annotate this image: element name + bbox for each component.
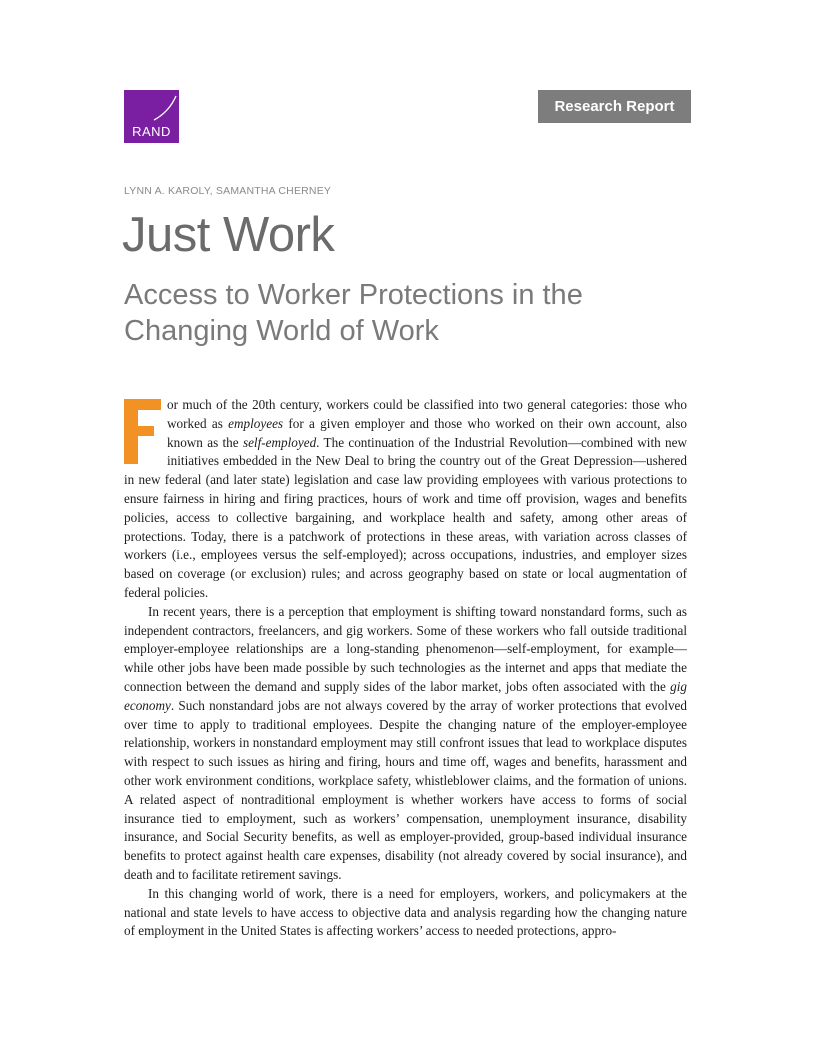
rand-logo-text: RAND: [132, 124, 171, 139]
text-segment: for a given employer and those who worked on their own account, also known as the: [167, 415, 687, 450]
page-subtitle: Access to Worker Protections in the Changing World of Work: [124, 279, 583, 347]
page-title: Just Work: [122, 208, 335, 262]
drop-cap-f-icon: [124, 399, 161, 464]
italic-term: employees: [228, 415, 284, 431]
text-segment: or much of the 20th century, workers could be classified into two general categories: those who worked as: [167, 397, 687, 431]
paragraph-2: [124, 603, 687, 885]
research-report-badge: Research Report: [538, 90, 691, 123]
text-segment: In this changing world of work, there is a need for employers, workers, and policymakers at the national and state levels to have access to objective data and analysis regarding how the changing nature of employment in the United States is affecting workers’ access to needed protections, appro-: [124, 885, 687, 939]
rand-logo: [124, 90, 179, 143]
italic-term: self-employed: [242, 434, 317, 450]
paragraph-1: [124, 396, 687, 603]
body-text: [124, 396, 687, 941]
text-segment: . The continuation of the Industrial Revolution—combined with new initiatives embedded in the New Deal to bring the country out of the Great Depression—ushered in new federal (and later state) legislation and case law providing employees with various protections to ensure fairness in hiring and firing practices, hours of work and time off provision, wages and benefits policies, access to collective bargaining, and workplace health and safety, among other areas of protections. Today, there is a patchwork of protections in these areas, with variation across classes of workers (i.e., employees versus the self-employed); across occupations, industries, and employer sizes based on coverage (or exclusion) rules; and across geography based on state or local augmentation of federal policies.: [124, 434, 687, 600]
text-segment: In recent years, there is a perception that employment is shifting toward nonstandard forms, such as independent contractors, freelancers, and gig workers. Some of these workers who fall outside traditional employer-employee relationships are a long-standing phenomenon—self-employment, for example—while other jobs have been made possible by such technologies as the internet and apps that mediate the connection between the demand and supply sides of the labor market, jobs often associated with the: [124, 603, 687, 694]
drop-cap: [124, 399, 161, 464]
paragraph-3: [124, 885, 687, 941]
italic-term: gig economy: [124, 678, 687, 713]
text-segment: . Such nonstandard jobs are not always covered by the array of worker protections that evolved over time to apply to traditional employees. Despite the changing nature of the employer-employee relationship, workers in nonstandard employment may still confront issues that lead to workplace disputes with respect to such issues as hiring and firing, hours and time off, wages and benefits, harassment and other work environment conditions, workplace safety, whistleblower claims, and the formation of unions. A related aspect of nontraditional employment is whether workers have access to forms of social insurance tied to employment, such as workers’ compensation, unemployment insurance, disability insurance, and Social Security benefits, as well as employer-provided, group-based individual insurance benefits to protect against health care expenses, disability (not already covered by social insurance), and death and to facilitate retirement savings.: [124, 697, 687, 882]
authors: LYNN A. KAROLY, SAMANTHA CHERNEY: [124, 185, 332, 197]
